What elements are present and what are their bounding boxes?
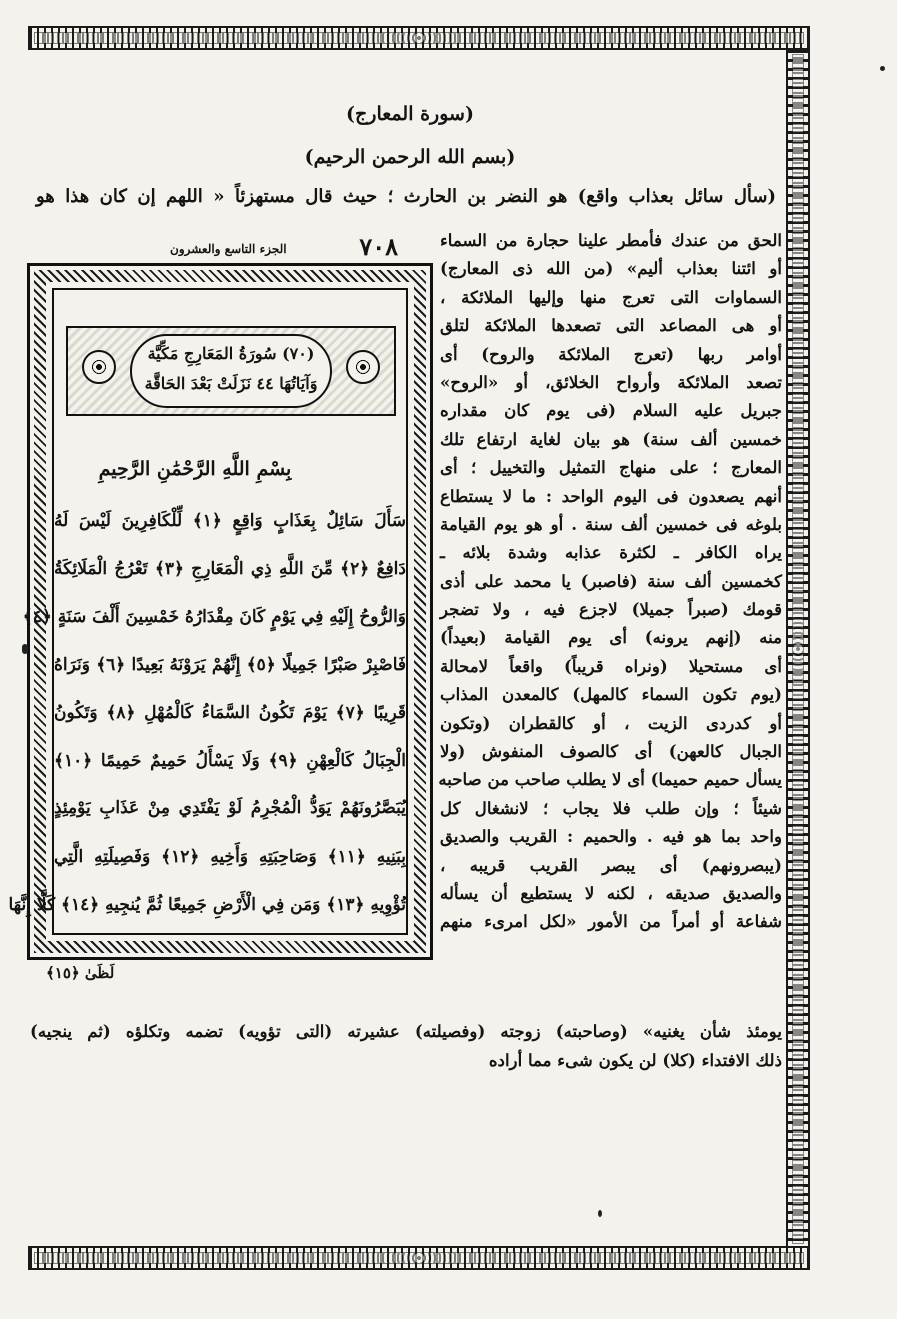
mushaf-frame: [8, 263, 433, 960]
rosette-ornament-icon: [346, 350, 380, 384]
tafsir-line: يومئذ شأن يغنيه» (وصاحبته) زوجته (وفصيلته) عشيرته (التى تؤويه) تضمه وتكلؤه (ثم ينجيه): [30, 1021, 782, 1041]
tafsir-line: أى مستحيلا (ونراه قريباً) واقعاً لامحالة: [440, 655, 782, 676]
scan-speck: [598, 1210, 602, 1217]
verse-line: بِبَنِيهِ ﴿١١﴾ وَصَاحِبَتِهِ وَأَخِيهِ ﴿١٢﴾ وَفَصِيلَتِهِ الَّتِي: [54, 847, 406, 867]
tafsir-line: أو هى المصاعد التى تصعدها الملائكة لتلق: [440, 315, 782, 336]
verse-line: يُبَصَّرُونَهُمْ يَوَدُّ الْمُجْرِمُ لَوْ يَفْتَدِي مِنْ عَذَابِ يَوْمِئِذٍ: [54, 798, 406, 818]
tafsir-line: بلوغه فى خمسين ألف سنة . أو هو يوم القيامة: [440, 513, 782, 534]
tafsir-line: الجبال كالعهن) أى كالصوف المنفوش (ولا: [440, 741, 782, 762]
tafsir-line: (يوم تكون السماء كالمهل) كالمعدن المذاب: [440, 684, 782, 705]
bottom-ornamental-border: [28, 1246, 810, 1270]
tafsir-line: أنهم يصعدون فى اليوم الواحد : ما لا يستطاع: [440, 485, 782, 506]
mushaf-page-header: [170, 232, 426, 264]
juz-label: الجزء التاسع والعشرون: [170, 242, 287, 256]
rosette-ornament-icon: [82, 350, 116, 384]
verse-line: الْجِبَالُ كَالْعِهْنِ ﴿٩﴾ وَلَا يَسْأَلُ حَمِيمٌ حَمِيمًا ﴿١٠﴾: [54, 751, 406, 771]
tafsir-line: المعارج ؛ على منهاج التمثيل والتخييل ؛ أى: [440, 457, 782, 478]
tafsir-line: السماوات التى تعرج منها وإليها الملائكة ،: [440, 286, 782, 307]
basmala-heading: (بسم الله الرحمن الرحيم): [304, 146, 516, 168]
tafsir-line: أو كدردى الزيت ، أو كالقطران (وتكون: [440, 712, 782, 733]
verse-line: سَأَلَ سَائِلٌ بِعَذَابٍ وَاقِعٍ ﴿١﴾ لِّلْكَافِرِينَ لَيْسَ لَهُ: [54, 511, 406, 531]
verse-line: وَالرُّوحُ إِلَيْهِ فِي يَوْمٍ كَانَ مِقْدَارُهُ خَمْسِينَ أَلْفَ سَنَةٍ ﴿٤﴾: [22, 607, 406, 627]
surah-heading: (سورة المعارج): [346, 103, 474, 125]
mushaf-bismillah: بِسْمِ اللَّهِ الرَّحْمَٰنِ الرَّحِيمِ: [98, 458, 292, 480]
surah-title-line: (٧٠) سُورَةُ المَعَارِجِ مَكِّيَّة: [147, 344, 315, 363]
tafsir-line: قومك (صبراً جميلا) لاجزع فيه ، ولا تضجر: [440, 599, 782, 620]
tafsir-line: منه (إنهم يرونه) أى يوم القيامة (بعيداً): [440, 627, 782, 648]
tafsir-line: الحق من عندك فأمطر علينا حجارة من السماء: [440, 230, 782, 250]
tafsir-line: (يبصرونهم) أى يبصر القريب قريبه ،: [440, 854, 782, 875]
tafsir-line: ذلك الافتداء (كلا) لن يكون شىء مما أراده: [488, 1050, 782, 1070]
verse-line: قَرِيبًا ﴿٧﴾ يَوْمَ تَكُونُ السَّمَاءُ كَالْمُهْلِ ﴿٨﴾ وَتَكُونُ: [54, 703, 406, 723]
tafsir-line: شيئاً ؛ وإن طلب فلا يجاب ؛ لانشغال كل: [440, 797, 782, 818]
top-ornamental-border: [28, 26, 810, 50]
catchword: لَظَىٰ ﴿١٥﴾: [46, 964, 115, 982]
verse-line: دَافِعٌ ﴿٢﴾ مِّنَ اللَّهِ ذِي الْمَعَارِجِ ﴿٣﴾ تَعْرُجُ الْمَلَائِكَةُ: [54, 559, 406, 579]
scan-speck: [880, 66, 885, 71]
tafsir-column: [440, 226, 782, 936]
tafsir-line: شفاعة أو أمراً من الأمور «لكل امرىء منهم: [440, 911, 782, 932]
tafsir-line: واحد بما هو فيه . والحميم : القريب والصديق: [440, 826, 782, 847]
tafsir-line: يراه الكافر ـ لكثرة عذابه وشدة بلائه ـ: [440, 542, 782, 563]
tafsir-line: والصديق صديقه ، لكنه لا يستطيع أن يسأله: [440, 882, 782, 903]
verse-line: فَاصْبِرْ صَبْرًا جَمِيلًا ﴿٥﴾ إِنَّهُمْ يَرَوْنَهُ بَعِيدًا ﴿٦﴾ وَنَرَاهُ: [54, 655, 406, 675]
tafsir-line: كخمسين ألف سنة (فاصبر) يا محمد على أذى: [440, 570, 782, 591]
tafsir-line: جبريل عليه السلام (فى يوم كان مقداره: [440, 400, 782, 421]
tafsir-bottom: [30, 1017, 782, 1075]
tafsir-line: تصعد الملائكة وأرواح الخلائق، أو «الروح»: [440, 371, 782, 392]
title-cartouche: [130, 334, 332, 408]
verse-line: تُؤْوِيهِ ﴿١٣﴾ وَمَن فِي الْأَرْضِ جَمِيعًا ثُمَّ يُنجِيهِ ﴿١٤﴾ كَلَّا إِنَّهَا: [8, 895, 406, 915]
right-ornamental-border: [786, 48, 810, 1250]
page-number: ٧٠٨: [359, 232, 398, 261]
tafsir-line: يسأل حميم حميما) أى لا يطلب صاحب من صاحبه: [438, 769, 782, 790]
tafsir-line: أوامر ربها (تعرج الملائكة والروح) أى: [440, 343, 782, 364]
scan-speck: [22, 644, 28, 654]
tafsir-first-line: (سأل سائل بعذاب واقع) هو النضر بن الحارث ؛ حيث قال مستهزئاً « اللهم إن كان هذا هو: [36, 186, 776, 207]
surah-title-banner: [66, 326, 396, 416]
tafsir-line: أو ائتنا بعذاب أليم» (من الله ذى المعارج): [440, 258, 782, 279]
tafsir-line: خمسين ألف سنة) هو بيان لغاية ارتفاع تلك: [440, 428, 782, 449]
surah-info-line: وَآيَاتُهَا ٤٤ نَزَلَتْ بَعْدَ الحَاقَّة: [144, 374, 318, 393]
